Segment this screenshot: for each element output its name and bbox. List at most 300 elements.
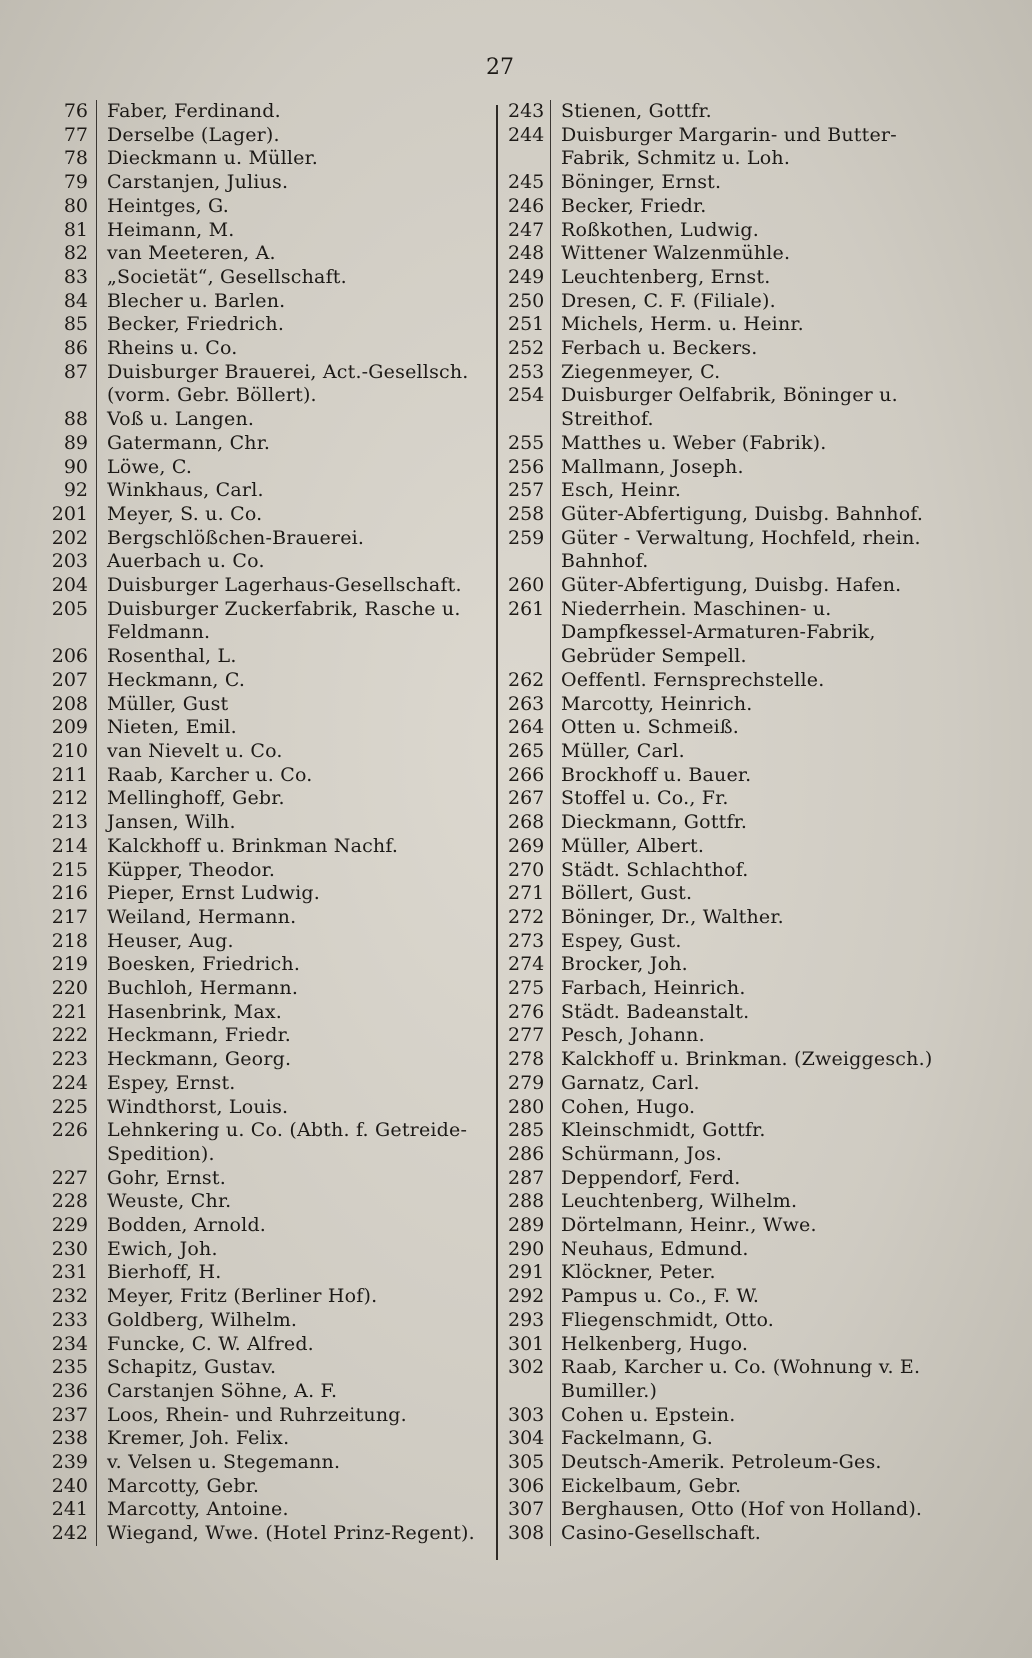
directory-entry	[508, 1356, 956, 1403]
entry-number: 201	[51, 502, 88, 525]
entry-name: Kalckhoff u. Brinkman Nachf.	[96, 835, 490, 859]
entry-name: Roßkothen, Ludwig.	[550, 219, 956, 243]
directory-entry	[508, 1214, 956, 1238]
entry-name: Meyer, Fritz (Berliner Hof).	[96, 1285, 490, 1309]
entry-name: Brocker, Joh.	[550, 953, 956, 977]
entry-name: Boesken, Friedrich.	[96, 953, 490, 977]
entry-name: Dieckmann u. Müller.	[96, 147, 490, 171]
directory-entry	[50, 1498, 490, 1522]
entry-name: Marcotty, Gebr.	[96, 1475, 490, 1499]
entry-name: Voß u. Langen.	[96, 408, 490, 432]
directory-entry	[508, 598, 956, 669]
entry-number: 82	[63, 242, 88, 265]
entry-name: Brockhoff u. Bauer.	[550, 764, 956, 788]
entry-name: Böllert, Gust.	[550, 882, 956, 906]
entry-number: 213	[51, 811, 88, 834]
directory-entry	[50, 693, 490, 717]
directory-entry	[50, 266, 490, 290]
entry-number: 223	[51, 1048, 88, 1071]
entry-name: Weuste, Chr.	[96, 1190, 490, 1214]
entry-name: Bodden, Arnold.	[96, 1214, 490, 1238]
entry-name: Kremer, Joh. Felix.	[96, 1427, 490, 1451]
entry-name: Müller, Gust	[96, 693, 490, 717]
entry-number: 293	[508, 1308, 545, 1331]
entry-name: Güter - Verwaltung, Hochfeld, rhein. Bahnhof.	[550, 527, 956, 574]
directory-entry	[50, 1214, 490, 1238]
directory-entry	[50, 550, 490, 574]
entry-number: 247	[508, 218, 545, 241]
directory-entry	[50, 740, 490, 764]
entry-number: 76	[63, 100, 88, 122]
entry-number: 233	[51, 1308, 88, 1331]
entry-number: 255	[508, 431, 545, 454]
entry-number: 236	[51, 1379, 88, 1402]
entry-number: 273	[508, 929, 545, 952]
entry-name: Bierhoff, H.	[96, 1261, 490, 1285]
entry-number: 204	[51, 574, 88, 597]
directory-entry	[50, 313, 490, 337]
entry-number: 231	[51, 1261, 88, 1284]
entry-number: 305	[508, 1451, 545, 1474]
entry-name: Stienen, Gottfr.	[550, 100, 956, 124]
entry-name: Heckmann, C.	[96, 669, 490, 693]
entry-number: 285	[508, 1119, 545, 1142]
entry-name: Oeffentl. Fernsprechstelle.	[550, 669, 956, 693]
entry-name: Wiegand, Wwe. (Hotel Prinz-Regent).	[96, 1522, 490, 1546]
directory-entry	[50, 100, 490, 124]
entry-number: 257	[508, 479, 545, 502]
entry-number: 246	[508, 194, 545, 217]
entry-name: v. Velsen u. Stegemann.	[96, 1451, 490, 1475]
entry-number: 274	[508, 953, 545, 976]
entry-name: Windthorst, Louis.	[96, 1096, 490, 1120]
entry-name: Carstanjen, Julius.	[96, 171, 490, 195]
entry-name: Garnatz, Carl.	[550, 1072, 956, 1096]
entry-name: Rosenthal, L.	[96, 645, 490, 669]
entry-number: 307	[508, 1498, 545, 1521]
entry-number: 250	[508, 289, 545, 312]
directory-entry	[50, 124, 490, 148]
entry-number: 252	[508, 337, 545, 360]
entry-number: 290	[508, 1237, 545, 1260]
entry-name: Böninger, Ernst.	[550, 171, 956, 195]
entry-name: Pieper, Ernst Ludwig.	[96, 882, 490, 906]
entry-number: 234	[51, 1332, 88, 1355]
entry-name: Dieckmann, Gottfr.	[550, 811, 956, 835]
entry-name: Schürmann, Jos.	[550, 1143, 956, 1167]
entry-name: Heimann, M.	[96, 219, 490, 243]
entry-number: 77	[63, 123, 88, 146]
entry-name: Raab, Karcher u. Co. (Wohnung v. E. Bumiller.)	[550, 1356, 956, 1403]
directory-entry	[508, 1048, 956, 1072]
entry-number: 239	[51, 1451, 88, 1474]
entry-name: Hasenbrink, Max.	[96, 1001, 490, 1025]
page-number: 27	[486, 55, 514, 80]
entry-name: Löwe, C.	[96, 456, 490, 480]
left-column	[50, 100, 490, 1546]
directory-entry	[508, 1190, 956, 1214]
directory-entry	[50, 1238, 490, 1262]
directory-entry	[508, 953, 956, 977]
entry-number: 222	[51, 1024, 88, 1047]
entry-number: 205	[51, 597, 88, 620]
directory-entry	[50, 930, 490, 954]
entry-number: 230	[51, 1237, 88, 1260]
entry-name: Farbach, Heinrich.	[550, 977, 956, 1001]
entry-number: 259	[508, 526, 545, 549]
entry-number: 249	[508, 265, 545, 288]
directory-entry	[508, 219, 956, 243]
column-divider	[496, 105, 498, 1560]
entry-name: Kleinschmidt, Gottfr.	[550, 1119, 956, 1143]
directory-entry	[50, 598, 490, 645]
entry-name: Matthes u. Weber (Fabrik).	[550, 432, 956, 456]
entry-number: 303	[508, 1403, 545, 1426]
entry-number: 84	[63, 289, 88, 312]
entry-number: 306	[508, 1474, 545, 1497]
entry-number: 83	[63, 265, 88, 288]
entry-name: Otten u. Schmeiß.	[550, 716, 956, 740]
entry-name: Cohen u. Epstein.	[550, 1404, 956, 1428]
directory-entry	[50, 669, 490, 693]
entry-number: 90	[63, 455, 88, 478]
directory-entry	[50, 1001, 490, 1025]
entry-number: 287	[508, 1166, 545, 1189]
entry-number: 206	[51, 645, 88, 668]
directory-entry	[508, 124, 956, 171]
entry-number: 209	[51, 716, 88, 739]
directory-entry	[508, 574, 956, 598]
entry-number: 291	[508, 1261, 545, 1284]
entry-number: 241	[51, 1498, 88, 1521]
entry-number: 229	[51, 1214, 88, 1237]
entry-name: Meyer, S. u. Co.	[96, 503, 490, 527]
directory-entry	[508, 313, 956, 337]
directory-entry	[50, 1190, 490, 1214]
directory-entry	[50, 1309, 490, 1333]
entry-number: 262	[508, 668, 545, 691]
entry-number: 216	[51, 882, 88, 905]
entry-name: Dresen, C. F. (Filiale).	[550, 290, 956, 314]
entry-number: 253	[508, 360, 545, 383]
entry-number: 261	[508, 597, 545, 620]
entry-number: 238	[51, 1427, 88, 1450]
entry-name: Marcotty, Heinrich.	[550, 693, 956, 717]
directory-entry	[50, 977, 490, 1001]
directory-entry	[508, 977, 956, 1001]
entry-name: Gatermann, Chr.	[96, 432, 490, 456]
directory-entry	[508, 764, 956, 788]
entry-number: 88	[63, 408, 88, 431]
entry-name: Blecher u. Barlen.	[96, 290, 490, 314]
directory-entry	[508, 835, 956, 859]
entry-name: Casino-Gesellschaft.	[550, 1522, 956, 1546]
entry-number: 215	[51, 858, 88, 881]
entry-name: Loos, Rhein- und Ruhrzeitung.	[96, 1404, 490, 1428]
entry-number: 286	[508, 1142, 545, 1165]
entry-name: Duisburger Brauerei, Act.-Gesellsch. (vorm. Gebr. Böllert).	[96, 361, 490, 408]
directory-entry	[50, 1356, 490, 1380]
directory-entry	[50, 1522, 490, 1546]
directory-entry	[508, 479, 956, 503]
entry-name: Neuhaus, Edmund.	[550, 1238, 956, 1262]
directory-entry	[508, 1167, 956, 1191]
entry-number: 85	[63, 313, 88, 336]
entry-name: Becker, Friedr.	[550, 195, 956, 219]
directory-entry	[50, 1024, 490, 1048]
entry-number: 237	[51, 1403, 88, 1426]
directory-entry	[50, 479, 490, 503]
directory-entry	[50, 503, 490, 527]
entry-name: Mallmann, Joseph.	[550, 456, 956, 480]
directory-entry	[508, 1475, 956, 1499]
entry-name: Pampus u. Co., F. W.	[550, 1285, 956, 1309]
directory-entry	[508, 100, 956, 124]
entry-number: 240	[51, 1474, 88, 1497]
directory-entry	[50, 787, 490, 811]
entry-name: Heintges, G.	[96, 195, 490, 219]
directory-entry	[508, 432, 956, 456]
directory-entry	[508, 716, 956, 740]
entry-number: 254	[508, 384, 545, 407]
directory-entry	[50, 859, 490, 883]
directory-entry	[50, 716, 490, 740]
right-column	[508, 100, 956, 1546]
entry-number: 264	[508, 716, 545, 739]
directory-entry	[50, 147, 490, 171]
entry-number: 211	[51, 763, 88, 786]
entry-name: Goldberg, Wilhelm.	[96, 1309, 490, 1333]
entry-number: 80	[63, 194, 88, 217]
entry-number: 203	[51, 550, 88, 573]
entry-number: 235	[51, 1356, 88, 1379]
directory-entry	[50, 1404, 490, 1428]
directory-entry	[508, 1072, 956, 1096]
entry-name: Deutsch-Amerik. Petroleum-Ges.	[550, 1451, 956, 1475]
entry-name: Städt. Schlachthof.	[550, 859, 956, 883]
entry-number: 279	[508, 1071, 545, 1094]
entry-number: 289	[508, 1214, 545, 1237]
entry-name: Gohr, Ernst.	[96, 1167, 490, 1191]
directory-entry	[508, 242, 956, 266]
entry-name: Buchloh, Hermann.	[96, 977, 490, 1001]
entry-number: 243	[508, 100, 545, 122]
entry-number: 265	[508, 739, 545, 762]
entry-name: Ewich, Joh.	[96, 1238, 490, 1262]
entry-name: Pesch, Johann.	[550, 1024, 956, 1048]
entry-number: 81	[63, 218, 88, 241]
entry-name: Esch, Heinr.	[550, 479, 956, 503]
directory-entry	[508, 337, 956, 361]
entry-number: 208	[51, 692, 88, 715]
directory-entry	[508, 1427, 956, 1451]
entry-name: Nieten, Emil.	[96, 716, 490, 740]
entry-number: 220	[51, 977, 88, 1000]
entry-name: Eickelbaum, Gebr.	[550, 1475, 956, 1499]
entry-number: 232	[51, 1285, 88, 1308]
directory-entry	[50, 574, 490, 598]
entry-name: Niederrhein. Maschinen- u. Dampfkessel-Armaturen-Fabrik, Gebrüder Sempell.	[550, 598, 956, 669]
entry-name: Dörtelmann, Heinr., Wwe.	[550, 1214, 956, 1238]
directory-entry	[50, 906, 490, 930]
entry-number: 202	[51, 526, 88, 549]
entry-number: 214	[51, 834, 88, 857]
directory-entry	[50, 764, 490, 788]
entry-name: Duisburger Margarin- und Butter-Fabrik, Schmitz u. Loh.	[550, 124, 956, 171]
entry-name: Helkenberg, Hugo.	[550, 1333, 956, 1357]
directory-entry	[50, 1167, 490, 1191]
directory-entry	[50, 1096, 490, 1120]
entry-number: 278	[508, 1048, 545, 1071]
entry-number: 87	[63, 360, 88, 383]
entry-number: 78	[63, 147, 88, 170]
entry-number: 226	[51, 1119, 88, 1142]
entry-name: Güter-Abfertigung, Duisbg. Hafen.	[550, 574, 956, 598]
directory-entry	[508, 1001, 956, 1025]
entry-number: 301	[508, 1332, 545, 1355]
entry-name: Derselbe (Lager).	[96, 124, 490, 148]
entry-name: Ziegenmeyer, C.	[550, 361, 956, 385]
entry-name: Bergschlößchen-Brauerei.	[96, 527, 490, 551]
entry-number: 251	[508, 313, 545, 336]
entry-number: 224	[51, 1071, 88, 1094]
entry-name: Cohen, Hugo.	[550, 1096, 956, 1120]
entry-number: 276	[508, 1000, 545, 1023]
directory-entry	[508, 1096, 956, 1120]
directory-entry	[50, 1048, 490, 1072]
entry-name: Raab, Karcher u. Co.	[96, 764, 490, 788]
entry-number: 267	[508, 787, 545, 810]
directory-entry	[508, 1143, 956, 1167]
entry-name: Küpper, Theodor.	[96, 859, 490, 883]
directory-entry	[508, 1238, 956, 1262]
entry-name: Duisburger Zuckerfabrik, Rasche u. Feldmann.	[96, 598, 490, 645]
directory-entry	[50, 811, 490, 835]
entry-name: Mellinghoff, Gebr.	[96, 787, 490, 811]
directory-entry	[508, 787, 956, 811]
directory-entry	[50, 219, 490, 243]
entry-number: 219	[51, 953, 88, 976]
directory-entry	[508, 1309, 956, 1333]
entry-name: Lehnkering u. Co. (Abth. f. Getreide-Spedition).	[96, 1119, 490, 1166]
entry-name: „Societät“, Gesellschaft.	[96, 266, 490, 290]
directory-entry	[50, 171, 490, 195]
entry-number: 302	[508, 1356, 545, 1379]
entry-number: 248	[508, 242, 545, 265]
entry-name: Wittener Walzenmühle.	[550, 242, 956, 266]
directory-entry	[50, 953, 490, 977]
entry-number: 292	[508, 1285, 545, 1308]
entry-name: Faber, Ferdinand.	[96, 100, 490, 124]
entry-number: 221	[51, 1000, 88, 1023]
directory-entry	[508, 930, 956, 954]
entry-name: Michels, Herm. u. Heinr.	[550, 313, 956, 337]
directory-entry	[508, 1498, 956, 1522]
directory-entry	[50, 1285, 490, 1309]
directory-entry	[50, 1261, 490, 1285]
directory-entry	[508, 1451, 956, 1475]
entry-name: Winkhaus, Carl.	[96, 479, 490, 503]
entry-number: 277	[508, 1024, 545, 1047]
entry-number: 218	[51, 929, 88, 952]
entry-name: Carstanjen Söhne, A. F.	[96, 1380, 490, 1404]
directory-entry	[508, 503, 956, 527]
directory-entry	[50, 408, 490, 432]
directory-entry	[50, 1475, 490, 1499]
entry-number: 92	[63, 479, 88, 502]
entry-number: 256	[508, 455, 545, 478]
entry-name: Becker, Friedrich.	[96, 313, 490, 337]
entry-name: Funcke, C. W. Alfred.	[96, 1333, 490, 1357]
entry-name: van Meeteren, A.	[96, 242, 490, 266]
entry-number: 244	[508, 123, 545, 146]
entry-name: Klöckner, Peter.	[550, 1261, 956, 1285]
entry-number: 228	[51, 1190, 88, 1213]
entry-name: Schapitz, Gustav.	[96, 1356, 490, 1380]
directory-entry	[50, 1451, 490, 1475]
directory-entry	[508, 456, 956, 480]
entry-number: 272	[508, 905, 545, 928]
directory-entry	[508, 195, 956, 219]
entry-name: Leuchtenberg, Ernst.	[550, 266, 956, 290]
entry-number: 288	[508, 1190, 545, 1213]
directory-entry	[508, 693, 956, 717]
entry-number: 269	[508, 834, 545, 857]
entry-name: Heckmann, Georg.	[96, 1048, 490, 1072]
entry-number: 268	[508, 811, 545, 834]
entry-number: 263	[508, 692, 545, 715]
directory-entry	[50, 432, 490, 456]
entry-name: Fliegenschmidt, Otto.	[550, 1309, 956, 1333]
entry-name: Müller, Albert.	[550, 835, 956, 859]
directory-entry	[508, 1522, 956, 1546]
directory-entry	[508, 266, 956, 290]
entry-name: Duisburger Lagerhaus-Gesellschaft.	[96, 574, 490, 598]
directory-entry	[508, 171, 956, 195]
directory-entry	[50, 1380, 490, 1404]
entry-name: Rheins u. Co.	[96, 337, 490, 361]
entry-name: Weiland, Hermann.	[96, 906, 490, 930]
entry-name: Städt. Badeanstalt.	[550, 1001, 956, 1025]
directory-entry	[50, 337, 490, 361]
directory-entry	[50, 456, 490, 480]
entry-number: 210	[51, 739, 88, 762]
directory-entry	[50, 882, 490, 906]
directory-entry	[508, 361, 956, 385]
directory-entry	[50, 361, 490, 408]
entry-number: 242	[51, 1522, 88, 1545]
entry-name: Duisburger Oelfabrik, Böninger u. Streithof.	[550, 384, 956, 431]
entry-number: 258	[508, 502, 545, 525]
entry-name: Berghausen, Otto (Hof von Holland).	[550, 1498, 956, 1522]
directory-entry	[50, 1427, 490, 1451]
entry-name: Güter-Abfertigung, Duisbg. Bahnhof.	[550, 503, 956, 527]
directory-entry	[508, 290, 956, 314]
directory-entry	[508, 1404, 956, 1428]
directory-entry	[50, 1119, 490, 1166]
directory-entry	[508, 384, 956, 431]
entry-number: 217	[51, 905, 88, 928]
directory-entry	[508, 1024, 956, 1048]
entry-number: 227	[51, 1166, 88, 1189]
directory-entry	[508, 1285, 956, 1309]
directory-entry	[50, 1333, 490, 1357]
directory-entry	[508, 906, 956, 930]
entry-number: 225	[51, 1095, 88, 1118]
entry-number: 280	[508, 1095, 545, 1118]
directory-entry	[50, 290, 490, 314]
entry-name: Heckmann, Friedr.	[96, 1024, 490, 1048]
